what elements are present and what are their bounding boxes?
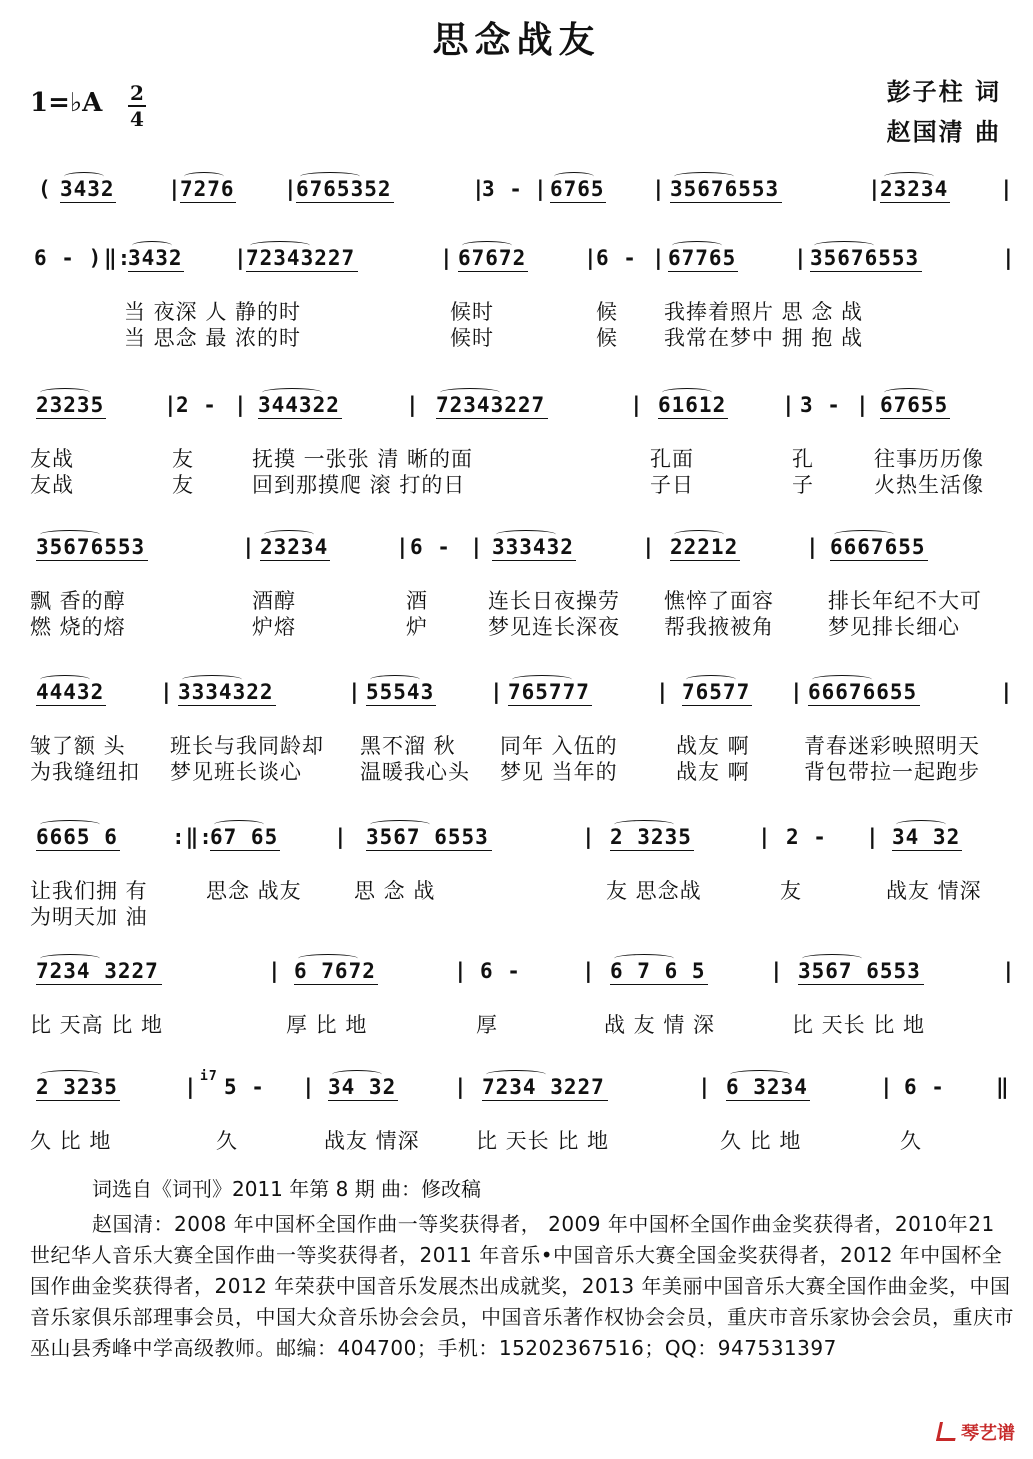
- barline: |: [242, 535, 256, 559]
- notation-segment: 66676655: [808, 680, 918, 704]
- notation-line: [30, 237, 1016, 279]
- composer-bio: 赵国清：2008 年中国杯全国作曲一等奖获得者， 2009 年中国杯全国作曲金奖获得者，2010年21世纪华人音乐大赛全国作曲一等奖获得者，2011 年音乐•中国音乐大赛全国金奖获得者，2012 年中国杯全国作曲金奖获得者，2012 年荣获中国音乐发展杰出成就奖，2013 年美丽中国音乐大赛全国作曲金奖，中国音乐家俱乐部理事会员，中国大众音乐协会会员，中国音乐著作权协会会员，重庆市音乐家协会会员，重庆市巫山县秀峰中学高级教师。邮编：404700；手机：15202367516；QQ：947531397: [30, 1212, 1014, 1360]
- barline: |: [652, 246, 666, 270]
- notation-segment: 7276: [180, 177, 235, 201]
- lyric-segment: 黑不溜 秋: [360, 734, 456, 758]
- lyric-segment: 为明天加 油: [30, 905, 148, 929]
- slur-mark: [884, 388, 934, 397]
- barline: |: [348, 680, 362, 704]
- time-signature: [128, 82, 146, 130]
- barline: |: [490, 680, 504, 704]
- lyric-line: [30, 325, 1005, 351]
- lyric-segment: 回到那摸爬 滚 打的日: [252, 473, 466, 497]
- notation-segment: 34 32: [328, 1075, 397, 1099]
- barline: |: [284, 177, 298, 201]
- notation-segment: 2 3235: [610, 825, 692, 849]
- lyric-segment: 排长年纪不大可: [828, 589, 982, 613]
- song-title: 思念战友: [432, 19, 601, 61]
- barline: |: [770, 959, 784, 983]
- lyric-segment: 友: [172, 447, 194, 471]
- beam-underline: [294, 984, 378, 985]
- slur-mark: [40, 388, 90, 397]
- source-note: 词选自《词刊》2011 年第 8 期 曲：修改稿: [92, 1177, 482, 1201]
- notation-segment: 6 3234: [726, 1075, 808, 1099]
- notation-segment: 7234 3227: [36, 959, 159, 983]
- barline: ‖:: [104, 246, 132, 270]
- lyric-segment: 酒醇: [252, 589, 296, 613]
- score-row: [30, 237, 1016, 351]
- lyric-segment: 青春迷彩映照明天: [804, 734, 980, 758]
- lyric-segment: 子日: [650, 473, 694, 497]
- lyric-segment: 飘 香的醇: [30, 589, 126, 613]
- notation-segment: 6765352: [296, 177, 392, 201]
- lyric-segment: 温暖我心头: [360, 760, 470, 784]
- lyric-line: [30, 759, 1005, 785]
- notation-segment: 7234 3227: [482, 1075, 605, 1099]
- slur-mark: [672, 241, 722, 250]
- barline: |: [698, 1075, 712, 1099]
- beam-underline: [366, 705, 436, 706]
- lyric-segment: 战友 情深: [886, 879, 982, 903]
- notation-segment: 67672: [458, 246, 527, 270]
- slur-mark: [132, 241, 172, 250]
- beam-underline: [36, 705, 106, 706]
- slur-mark: [370, 820, 430, 829]
- barline: |: [582, 825, 596, 849]
- notation-segment: 344322: [258, 393, 340, 417]
- notation-segment: 6 7 6 5: [610, 959, 706, 983]
- beam-underline: [258, 418, 342, 419]
- beam-underline: [180, 202, 236, 203]
- lyric-segment: 孔: [792, 447, 814, 471]
- slur-mark: [686, 675, 736, 684]
- score-row: [30, 1066, 1010, 1154]
- lyric-segment: 往事历历像: [874, 447, 984, 471]
- time-signature-bottom: 4: [130, 107, 144, 131]
- lyric-segment: 背包带拉一起跑步: [804, 760, 980, 784]
- notation-segment: 35676553: [810, 246, 920, 270]
- lyric-segment: 思 念 战: [354, 879, 436, 903]
- lyric-line: [30, 472, 1005, 498]
- beam-underline: [482, 1100, 608, 1101]
- beam-underline: [36, 418, 106, 419]
- grace-note: i7: [200, 1069, 218, 1084]
- lyric-line: [30, 1012, 1005, 1038]
- beam-underline: [550, 202, 606, 203]
- slur-mark: [40, 1070, 100, 1079]
- barline: |: [334, 825, 348, 849]
- lyric-segment: 梦见班长谈心: [170, 760, 302, 784]
- lyric-segment: 候: [596, 300, 618, 324]
- barline: |: [584, 246, 598, 270]
- lyric-segment: 久: [216, 1129, 238, 1153]
- lyric-segment: 友战: [30, 447, 74, 471]
- notation-segment: 2 -: [786, 825, 827, 849]
- slur-mark: [40, 954, 100, 963]
- beam-underline: [610, 984, 708, 985]
- barline: |: [1000, 177, 1014, 201]
- beam-underline: [798, 984, 924, 985]
- notation-segment: 6 7672: [294, 959, 376, 983]
- barline: |: [866, 825, 880, 849]
- lyric-segment: 厚: [476, 1013, 498, 1037]
- beam-underline: [178, 705, 276, 706]
- score-row: [30, 384, 1005, 498]
- lyric-segment: 友战: [30, 473, 74, 497]
- watermark-logo: [938, 1419, 1015, 1445]
- slur-mark: [662, 388, 712, 397]
- notation-segment: 61612: [658, 393, 727, 417]
- score-row: [30, 950, 1016, 1038]
- notation-segment: 333432: [492, 535, 574, 559]
- barline: |: [396, 535, 410, 559]
- barline: |: [1000, 680, 1014, 704]
- barline: |: [470, 535, 484, 559]
- barline: |: [642, 535, 656, 559]
- notation-segment: 72343227: [436, 393, 546, 417]
- notation-segment: 3432: [128, 246, 183, 270]
- slur-mark: [884, 172, 934, 181]
- score-row: [30, 816, 1005, 930]
- lyric-segment: 同年 入伍的: [500, 734, 618, 758]
- barline: |: [406, 393, 420, 417]
- notation-segment: 67765: [668, 246, 737, 270]
- lyric-segment: 炉熔: [252, 615, 296, 639]
- composer-credit: 赵国清 曲: [886, 117, 1001, 146]
- beam-underline: [296, 202, 394, 203]
- lyric-segment: 战友 啊: [676, 734, 750, 758]
- logo-icon: [936, 1422, 959, 1441]
- score-row: [30, 671, 1014, 785]
- slur-mark: [462, 241, 512, 250]
- lyricist-credit: 彭子柱 词: [886, 77, 1001, 106]
- slur-mark: [554, 172, 594, 181]
- lyric-segment: 候时: [450, 300, 494, 324]
- slur-mark: [40, 675, 90, 684]
- barline: |: [582, 959, 596, 983]
- barline: |: [184, 1075, 198, 1099]
- barline: |: [234, 246, 248, 270]
- beam-underline: [670, 202, 782, 203]
- lyric-segment: 战友 情深: [324, 1129, 420, 1153]
- slur-mark: [40, 530, 100, 539]
- notation-line: [30, 816, 1005, 858]
- beam-underline: [366, 850, 492, 851]
- slur-mark: [496, 530, 556, 539]
- lyric-segment: 思念 战友: [206, 879, 302, 903]
- notation-segment: (: [38, 177, 52, 201]
- slur-mark: [300, 172, 360, 181]
- key-signature: 1=♭A: [30, 88, 103, 118]
- barline: |: [630, 393, 644, 417]
- lyric-line: [30, 446, 1005, 472]
- barline: |: [782, 393, 796, 417]
- lyric-segment: 憔悴了面容: [664, 589, 774, 613]
- lyric-segment: 连长日夜操劳: [488, 589, 620, 613]
- barline: |: [454, 1075, 468, 1099]
- barline: |: [794, 246, 808, 270]
- notation-segment: 6667655: [830, 535, 926, 559]
- notation-segment: 55543: [366, 680, 435, 704]
- beam-underline: [60, 202, 116, 203]
- beam-underline: [658, 418, 728, 419]
- lyric-segment: 梦见排长细心: [828, 615, 960, 639]
- notation-line: [30, 168, 1014, 210]
- beam-underline: [610, 850, 694, 851]
- slur-mark: [64, 172, 104, 181]
- lyric-segment: 燃 烧的熔: [30, 615, 126, 639]
- lyric-segment: 当 思念 最 浓的时: [124, 326, 302, 350]
- lyric-segment: 当 夜深 人 静的时: [124, 300, 302, 324]
- beam-underline: [436, 418, 548, 419]
- beam-underline: [260, 560, 330, 561]
- barline: |: [168, 177, 182, 201]
- lyric-segment: 友 思念战: [606, 879, 702, 903]
- notation-segment: 67 65: [210, 825, 279, 849]
- lyric-segment: 炉: [406, 615, 428, 639]
- slur-mark: [298, 954, 358, 963]
- notation-segment: 6665 6: [36, 825, 118, 849]
- lyric-segment: 皱了额 头: [30, 734, 126, 758]
- watermark-text: 琴艺谱: [961, 1423, 1015, 1444]
- slur-mark: [332, 1070, 382, 1079]
- lyric-segment: 久 比 地: [720, 1129, 802, 1153]
- lyric-segment: 子: [792, 473, 814, 497]
- lyric-line: [30, 904, 1005, 930]
- lyric-segment: 比 天长 比 地: [476, 1129, 610, 1153]
- barline: |: [440, 246, 454, 270]
- slur-mark: [40, 820, 100, 829]
- barline: :‖:: [172, 825, 213, 849]
- lyric-segment: 厚 比 地: [286, 1013, 368, 1037]
- beam-underline: [36, 560, 148, 561]
- beam-underline: [670, 560, 740, 561]
- beam-underline: [880, 202, 950, 203]
- slur-mark: [802, 954, 862, 963]
- barline: |: [472, 177, 486, 201]
- barline: |: [856, 393, 870, 417]
- notation-segment: 3 -: [800, 393, 841, 417]
- beam-underline: [210, 850, 280, 851]
- beam-underline: [492, 560, 576, 561]
- lyric-segment: 比 天高 比 地: [30, 1013, 164, 1037]
- barline: |: [302, 1075, 316, 1099]
- notation-segment: 6 -: [480, 959, 521, 983]
- slur-mark: [614, 820, 674, 829]
- slur-mark: [614, 954, 674, 963]
- lyric-segment: 我常在梦中 拥 抱 战: [664, 326, 864, 350]
- score-row: [30, 526, 1005, 640]
- slur-mark: [184, 172, 224, 181]
- lyric-line: [30, 878, 1005, 904]
- lyric-line: [30, 614, 1005, 640]
- notation-segment: 35676553: [36, 535, 146, 559]
- notation-segment: 6765: [550, 177, 605, 201]
- lyric-segment: 为我缝纽扣: [30, 760, 140, 784]
- lyric-segment: 抚摸 一张张 清 晰的面: [252, 447, 474, 471]
- slur-mark: [370, 675, 420, 684]
- lyric-line: [30, 588, 1005, 614]
- notation-segment: 3432: [60, 177, 115, 201]
- beam-underline: [668, 271, 738, 272]
- notation-line: [30, 526, 1005, 568]
- barline: |: [164, 393, 178, 417]
- lyric-segment: 梦见连长深夜: [488, 615, 620, 639]
- notation-segment: 67655: [880, 393, 949, 417]
- beam-underline: [892, 850, 962, 851]
- notation-segment: 23234: [880, 177, 949, 201]
- barline: |: [454, 959, 468, 983]
- barline: |: [1002, 246, 1016, 270]
- lyric-line: [30, 1128, 1005, 1154]
- lyric-segment: 让我们拥 有: [30, 879, 148, 903]
- beam-underline: [458, 271, 528, 272]
- notation-segment: 3 -: [482, 177, 523, 201]
- slur-mark: [896, 820, 946, 829]
- notation-segment: 3567 6553: [366, 825, 489, 849]
- lyric-segment: 战 友 情 深: [604, 1013, 716, 1037]
- beam-underline: [726, 1100, 810, 1101]
- lyric-segment: 帮我掖被角: [664, 615, 774, 639]
- slur-mark: [250, 241, 310, 250]
- lyric-segment: 友: [172, 473, 194, 497]
- barline: |: [268, 959, 282, 983]
- slur-mark: [674, 172, 734, 181]
- beam-underline: [830, 560, 928, 561]
- slur-mark: [486, 1070, 546, 1079]
- barline: |: [868, 177, 882, 201]
- lyric-segment: 班长与我同龄却: [170, 734, 324, 758]
- slur-mark: [834, 530, 894, 539]
- lyric-segment: 孔面: [650, 447, 694, 471]
- lyric-segment: 比 天长 比 地: [792, 1013, 926, 1037]
- notation-segment: 34 32: [892, 825, 961, 849]
- notation-segment: 2 3235: [36, 1075, 118, 1099]
- lyric-segment: 梦见 当年的: [500, 760, 618, 784]
- notation-segment: 6 -: [596, 246, 637, 270]
- lyric-segment: 我捧着照片 思 念 战: [664, 300, 864, 324]
- notation-segment: 72343227: [246, 246, 356, 270]
- lyric-line: [30, 733, 1005, 759]
- notation-segment: 6 -: [410, 535, 451, 559]
- slur-mark: [262, 388, 322, 397]
- notation-line: [30, 671, 1014, 713]
- barline: |: [160, 680, 174, 704]
- notation-line: [30, 950, 1016, 992]
- slur-mark: [264, 530, 314, 539]
- beam-underline: [36, 850, 120, 851]
- notation-segment: 23234: [260, 535, 329, 559]
- beam-underline: [682, 705, 752, 706]
- notation-segment: 35676553: [670, 177, 780, 201]
- slur-mark: [814, 241, 874, 250]
- lyric-segment: 战友 啊: [676, 760, 750, 784]
- notation-segment: 76577: [682, 680, 751, 704]
- lyric-line: [30, 299, 1005, 325]
- notation-segment: 765777: [508, 680, 590, 704]
- lyric-segment: 久: [900, 1129, 922, 1153]
- lyric-segment: 候时: [450, 326, 494, 350]
- barline: |: [534, 177, 548, 201]
- notation-line: [30, 1066, 1010, 1108]
- beam-underline: [880, 418, 950, 419]
- beam-underline: [246, 271, 358, 272]
- lyric-segment: 久 比 地: [30, 1129, 112, 1153]
- notation-segment: 6 - ): [34, 246, 103, 270]
- notation-segment: 5 -: [224, 1075, 265, 1099]
- notation-segment: 22212: [670, 535, 739, 559]
- notation-segment: 6 -: [904, 1075, 945, 1099]
- slur-mark: [440, 388, 500, 397]
- barline: |: [234, 393, 248, 417]
- barline: |: [790, 680, 804, 704]
- notation-segment: 44432: [36, 680, 105, 704]
- lyric-segment: 火热生活像: [874, 473, 984, 497]
- notation-line: [30, 384, 1005, 426]
- slur-mark: [674, 530, 724, 539]
- beam-underline: [128, 271, 184, 272]
- lyric-segment: 酒: [406, 589, 428, 613]
- beam-underline: [508, 705, 592, 706]
- barline: |: [1002, 959, 1016, 983]
- slur-mark: [512, 675, 572, 684]
- slur-mark: [214, 820, 264, 829]
- beam-underline: [808, 705, 920, 706]
- lyric-segment: 友: [780, 879, 802, 903]
- beam-underline: [36, 984, 162, 985]
- barline: |: [656, 680, 670, 704]
- beam-underline: [36, 1100, 120, 1101]
- notation-segment: 23235: [36, 393, 105, 417]
- notation-segment: 3567 6553: [798, 959, 921, 983]
- time-signature-top: 2: [130, 81, 144, 105]
- barline: |: [758, 825, 772, 849]
- beam-underline: [328, 1100, 398, 1101]
- slur-mark: [812, 675, 872, 684]
- slur-mark: [730, 1070, 790, 1079]
- barline: |: [652, 177, 666, 201]
- lyric-segment: 候: [596, 326, 618, 350]
- slur-mark: [182, 675, 242, 684]
- notation-segment: 3334322: [178, 680, 274, 704]
- notation-segment: 2 -: [176, 393, 217, 417]
- score-row: [30, 168, 1014, 210]
- beam-underline: [810, 271, 922, 272]
- barline: |: [880, 1075, 894, 1099]
- barline: ‖: [996, 1075, 1010, 1099]
- barline: |: [806, 535, 820, 559]
